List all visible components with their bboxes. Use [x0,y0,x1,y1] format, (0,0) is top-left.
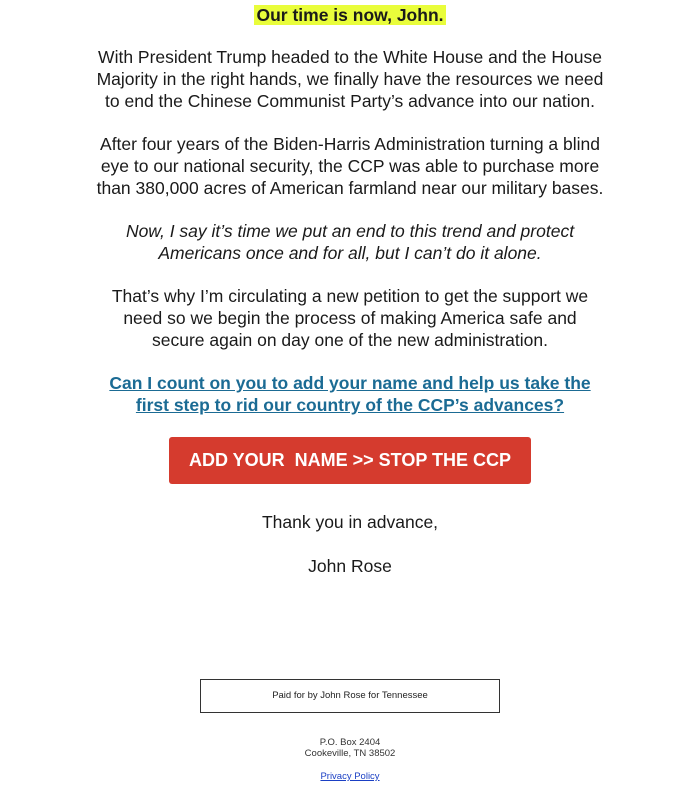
address-line-1: P.O. Box 2404 [319,737,381,748]
mailing-address [0,738,700,759]
privacy-policy-wrap [0,771,700,782]
headline [95,4,605,26]
address-line-2: Cookeville, TN 38502 [304,747,396,759]
paragraph-call-to-action-italic: Now, I say it’s time we put an end to this trend and protect Americans once and for all, but I can’t do it alone. [125,221,575,263]
paragraph-trump-house: With President Trump headed to the White House and the House Majority in the right hands, we finally have the resources we need to end the Chinese Communist Party’s advance into our nation. [96,47,604,111]
email-content [95,4,605,577]
signature: John Rose [308,556,392,576]
signoff: Thank you in advance, [261,512,439,532]
headline-text: Our time is now, John. [256,5,444,25]
paid-for-disclaimer: Paid for by John Rose for Tennessee [200,679,500,713]
cta-button-wrap [95,437,605,484]
paragraph-farmland: After four years of the Biden-Harris Administration turning a blind eye to our national security, the CCP was able to purchase more than 380,000 acres of American farmland near our military bases. [96,134,604,198]
add-your-name-button[interactable]: ADD YOUR NAME >> STOP THE CCP [169,437,531,484]
petition-link[interactable]: Can I count on you to add your name and help us take the first step to rid our country of the CCP’s advances? [109,373,591,415]
paragraph-petition: That’s why I’m circulating a new petition to get the support we need so we begin the process of making America safe and secure again on day one of the new administration. [111,286,589,350]
privacy-policy-link[interactable]: Privacy Policy [320,771,380,782]
